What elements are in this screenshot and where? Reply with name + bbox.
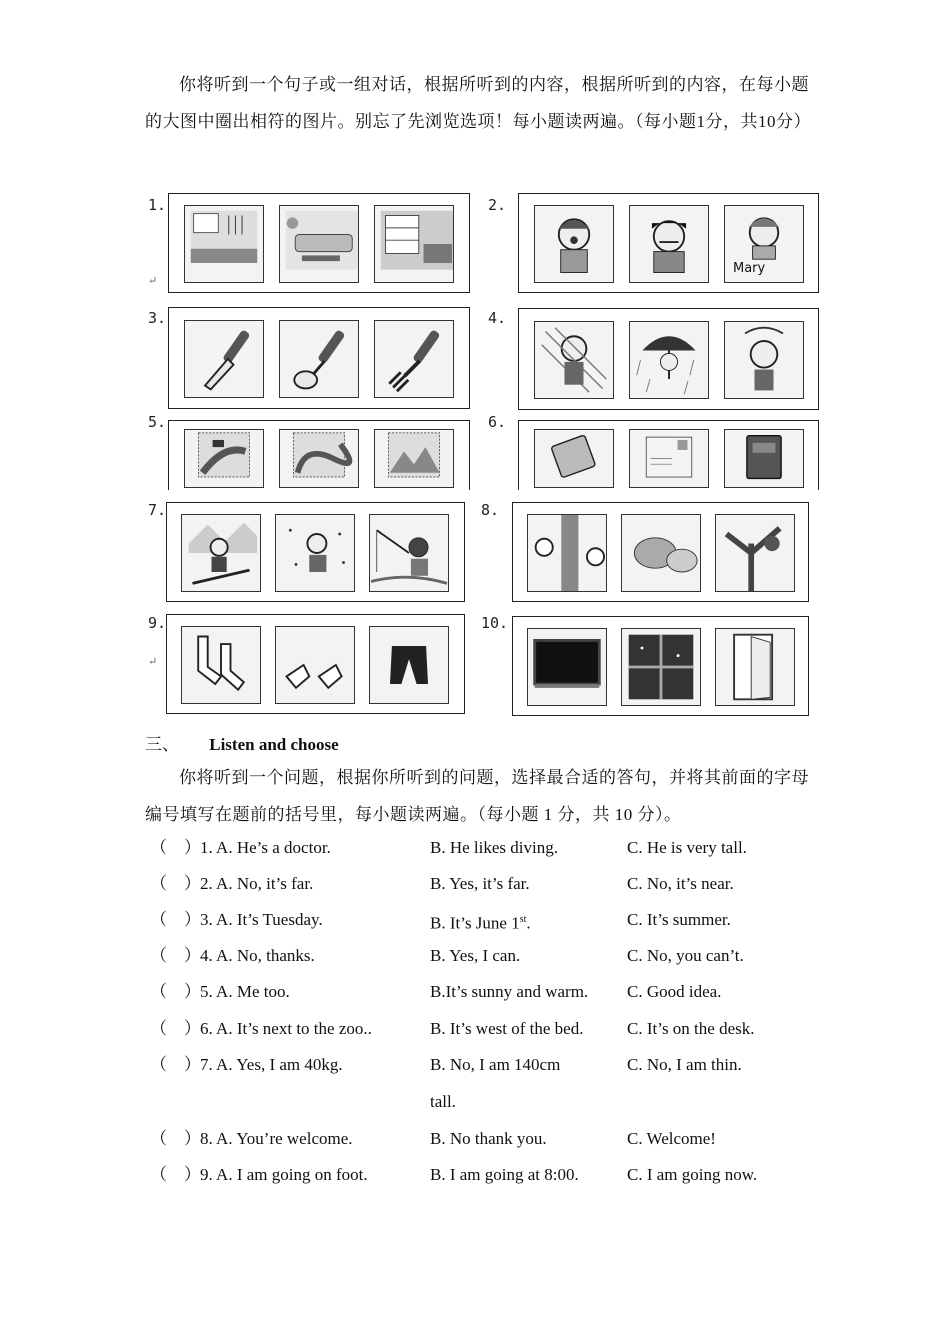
picture-panel-4 bbox=[518, 308, 819, 410]
spoon-picture[interactable] bbox=[279, 320, 359, 398]
option-b: B. I am going at 8:00. bbox=[430, 1165, 579, 1184]
picture-panel-8 bbox=[512, 502, 809, 602]
picture-question-number: 1. bbox=[148, 196, 167, 214]
girl-sick-named-picture[interactable] bbox=[724, 205, 804, 283]
girl-with-umbrella-rain-picture[interactable] bbox=[629, 321, 709, 399]
living-room-scene-picture[interactable] bbox=[279, 205, 359, 283]
stamp-mountains-picture[interactable] bbox=[374, 429, 454, 488]
window-night-picture[interactable] bbox=[621, 628, 701, 706]
option-a: 7. A. Yes, I am 40kg. bbox=[200, 1055, 343, 1074]
answer-blank[interactable]: （ ） bbox=[150, 910, 201, 929]
option-a: 3. A. It’s Tuesday. bbox=[200, 910, 323, 929]
picture-panel-9 bbox=[166, 614, 465, 714]
section3-number: 三、 bbox=[145, 735, 179, 754]
girl-coughing-picture[interactable] bbox=[534, 205, 614, 283]
option-c: C. Welcome! bbox=[627, 1129, 716, 1148]
option-b-continued: tall. bbox=[430, 1092, 456, 1111]
option-a: 4. A. No, thanks. bbox=[200, 946, 315, 965]
picture-question-number: 4. bbox=[488, 309, 507, 327]
option-b: B. No thank you. bbox=[430, 1129, 547, 1148]
option-a: 2. A. No, it’s far. bbox=[200, 874, 314, 893]
option-c: C. He is very tall. bbox=[627, 838, 747, 857]
picture-panel-6 bbox=[518, 420, 819, 495]
question-row bbox=[150, 1157, 830, 1193]
blackboard-picture[interactable] bbox=[527, 628, 607, 706]
picture-panel-2 bbox=[518, 193, 819, 293]
return-mark: ↵ bbox=[148, 275, 158, 287]
option-b: B. He likes diving. bbox=[430, 838, 558, 857]
answer-blank[interactable]: （ ） bbox=[150, 1129, 201, 1148]
option-b: B. No, I am 140cm bbox=[430, 1055, 561, 1074]
answer-blank[interactable]: （ ） bbox=[150, 838, 201, 857]
option-c: C. No, it’s near. bbox=[627, 874, 734, 893]
question-row bbox=[150, 1047, 830, 1111]
option-c: C. I am going now. bbox=[627, 1165, 758, 1184]
picture-question-number: 2. bbox=[488, 196, 507, 214]
option-a: 9. A. I am going on foot. bbox=[200, 1165, 368, 1184]
option-c: C. Good idea. bbox=[627, 982, 722, 1001]
option-b: B. Yes, it’s far. bbox=[430, 874, 530, 893]
answer-blank[interactable]: （ ） bbox=[150, 874, 201, 893]
picture-question-number: 7. bbox=[148, 501, 167, 519]
option-b: B. It’s June 1st. bbox=[430, 913, 531, 933]
picture-panel-1 bbox=[168, 193, 470, 293]
option-a: 1. A. He’s a doctor. bbox=[200, 838, 331, 857]
question-row bbox=[150, 866, 830, 902]
question-row bbox=[150, 1011, 830, 1047]
option-b: B. Yes, I can. bbox=[430, 946, 521, 965]
picture-panel-10 bbox=[512, 616, 809, 716]
picture-question-number: 6. bbox=[488, 413, 507, 431]
monkey-tree-picture[interactable] bbox=[715, 514, 795, 592]
question-row bbox=[150, 902, 830, 938]
picture-panel-5 bbox=[168, 420, 470, 495]
section2-instructions: 你将听到一个句子或一组对话，根据所听到的内容，根据所听到的内容，在每小题的大图中圈出相符的图片。别忘了先浏览选项！每小题读两遍。（每小题1分，共10分） bbox=[145, 75, 811, 131]
answer-blank[interactable]: （ ） bbox=[150, 982, 201, 1001]
section3-heading bbox=[145, 730, 339, 755]
option-a: 6. A. It’s next to the zoo.. bbox=[200, 1019, 372, 1038]
postcard-picture[interactable] bbox=[629, 429, 709, 488]
shoes-picture[interactable] bbox=[275, 626, 355, 704]
option-c: C. No, you can’t. bbox=[627, 946, 744, 965]
magazine-stack-picture[interactable] bbox=[534, 429, 614, 488]
question-row bbox=[150, 938, 830, 974]
option-c: C. It’s summer. bbox=[627, 910, 731, 929]
fork-picture[interactable] bbox=[374, 320, 454, 398]
option-a: 5. A. Me too. bbox=[200, 982, 290, 1001]
answer-blank[interactable]: （ ） bbox=[150, 1019, 201, 1038]
stamp-road-car-picture[interactable] bbox=[184, 429, 264, 488]
girl-in-wind-picture[interactable] bbox=[534, 321, 614, 399]
return-mark: ↵ bbox=[148, 656, 158, 668]
kitchen-scene-picture[interactable] bbox=[184, 205, 264, 283]
elephants-picture[interactable] bbox=[621, 514, 701, 592]
answer-blank[interactable]: （ ） bbox=[150, 946, 201, 965]
stamp-road-curve-picture[interactable] bbox=[279, 429, 359, 488]
answer-blank[interactable]: （ ） bbox=[150, 1055, 201, 1074]
option-b: B. It’s west of the bed. bbox=[430, 1019, 584, 1038]
girl-skiing-picture[interactable] bbox=[181, 514, 261, 592]
option-b: B.It’s sunny and warm. bbox=[430, 982, 589, 1001]
open-door-picture[interactable] bbox=[715, 628, 795, 706]
girl-hot-sun-picture[interactable] bbox=[724, 321, 804, 399]
boy-headache-picture[interactable] bbox=[629, 205, 709, 283]
picture-question-number: 10. bbox=[481, 614, 509, 632]
knife-picture[interactable] bbox=[184, 320, 264, 398]
picture-panel-3 bbox=[168, 307, 470, 409]
picture-question-number: 9. bbox=[148, 614, 167, 632]
question-row bbox=[150, 974, 830, 1010]
question-row bbox=[150, 1121, 830, 1157]
answer-blank[interactable]: （ ） bbox=[150, 1165, 201, 1184]
pants-picture[interactable] bbox=[369, 626, 449, 704]
option-c: C. It’s on the desk. bbox=[627, 1019, 755, 1038]
dictionary-book-picture[interactable] bbox=[724, 429, 804, 488]
socks-picture[interactable] bbox=[181, 626, 261, 704]
pandas-tree-picture[interactable] bbox=[527, 514, 607, 592]
picture-question-number: 8. bbox=[481, 501, 500, 519]
picture-panel-7 bbox=[166, 502, 465, 602]
boy-in-snow-picture[interactable] bbox=[275, 514, 355, 592]
question-row bbox=[150, 830, 830, 866]
section3-instructions: 你将听到一个问题，根据你所听到的问题，选择最合适的答句，并将其前面的字母编号填写在题前的括号里，每小题读两遍。（每小题 1 分，共 10 分）。 bbox=[145, 768, 809, 824]
page-split-gap bbox=[0, 490, 950, 496]
option-c: C. No, I am thin. bbox=[627, 1055, 742, 1074]
picture-name-label: Mary bbox=[733, 261, 766, 276]
picture-question-number: 5. bbox=[148, 413, 167, 431]
option-a: 8. A. You’re welcome. bbox=[200, 1129, 353, 1148]
picture-question-number: 3. bbox=[148, 309, 167, 327]
boy-fishing-picture[interactable] bbox=[369, 514, 449, 592]
study-room-scene-picture[interactable] bbox=[374, 205, 454, 283]
section3-title: Listen and choose bbox=[209, 735, 339, 754]
